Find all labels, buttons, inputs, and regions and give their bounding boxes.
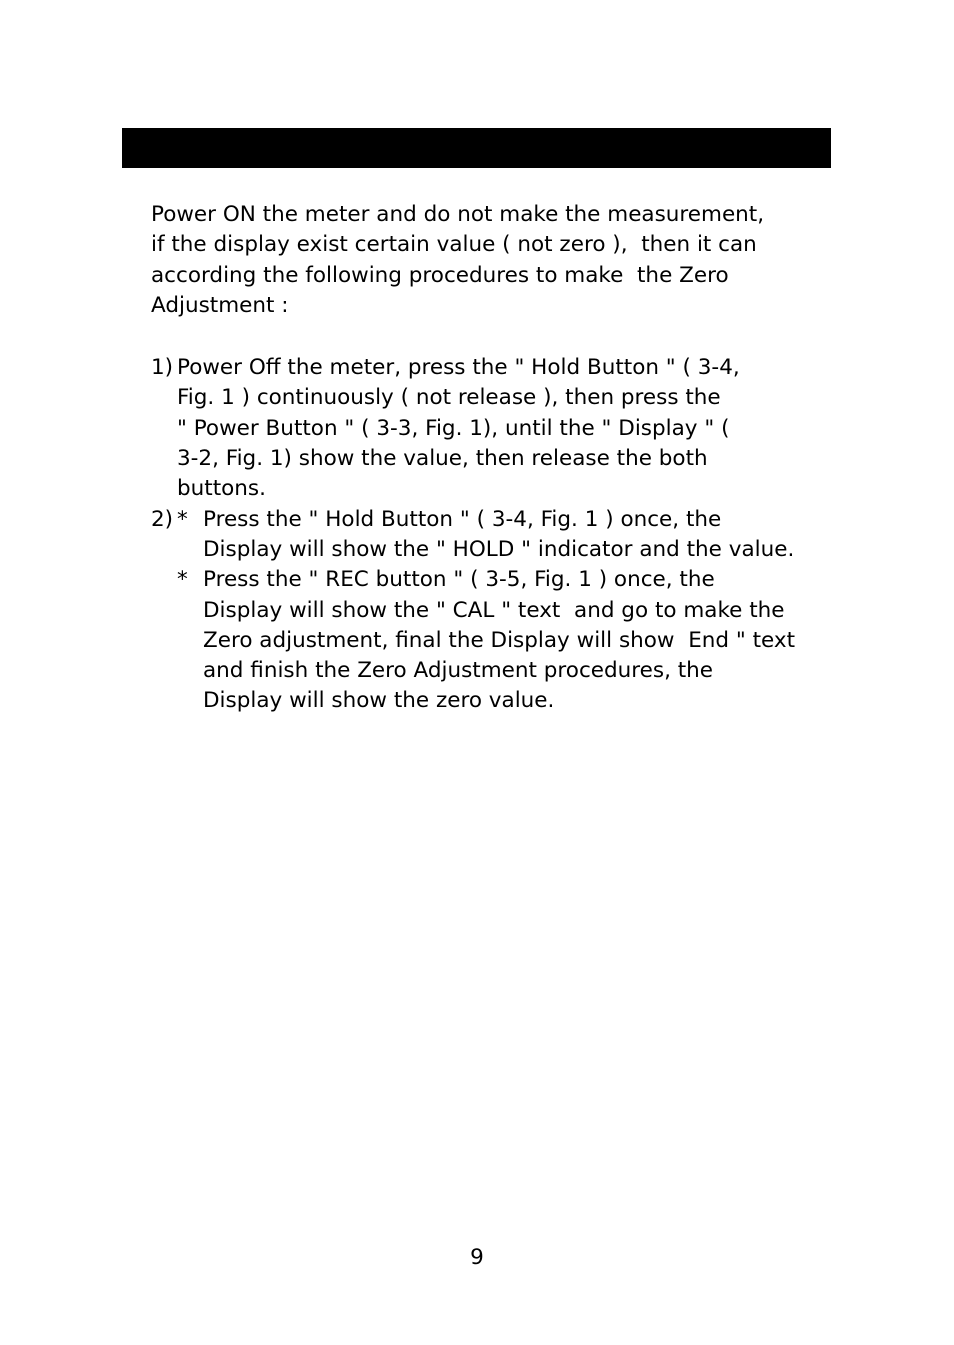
step-1 [151, 353, 831, 504]
paragraph-spacer [151, 321, 831, 353]
step-2-bullet-1 [177, 505, 831, 566]
intro-line: if the display exist certain value ( not zero ), then it can [151, 232, 757, 258]
page-content [151, 200, 831, 717]
intro-paragraph [151, 200, 831, 321]
step-line: buttons. [177, 476, 266, 502]
bullet-line: Display will show the zero value. [203, 688, 555, 714]
page-number: 9 [470, 1245, 484, 1270]
intro-line: according the following procedures to make the Zero [151, 262, 729, 288]
bullet-line: Display will show the " HOLD " indicator and the value. [203, 536, 795, 562]
bullet-line: and finish the Zero Adjustment procedures, the [203, 658, 714, 684]
step-line: 3-2, Fig. 1) show the value, then release the both [177, 446, 708, 472]
step-line: " Power Button " ( 3-3, Fig. 1), until the " Display " ( [177, 415, 730, 441]
step-number: 1) [151, 355, 174, 381]
bullet-line: Zero adjustment, final the Display will show End " text [203, 627, 796, 653]
intro-line: Adjustment : [151, 292, 289, 318]
bullet-line: Press the " REC button " ( 3-5, Fig. 1 ) once, the [203, 567, 715, 593]
bullet-marker: * [177, 506, 188, 532]
intro-line: Power ON the meter and do not make the measurement, [151, 202, 765, 227]
step-2-bullet-2 [177, 565, 831, 716]
step-line: Power Off the meter, press the " Hold Button " ( 3-4, [177, 355, 740, 381]
step-line: Fig. 1 ) continuously ( not release ), then press the [177, 385, 721, 411]
step-number: 2) [151, 506, 174, 532]
bullet-line: Display will show the " CAL " text and go to make the [203, 597, 785, 623]
step-2 [151, 505, 831, 717]
bullet-marker: * [177, 567, 188, 593]
section-header-bar [122, 128, 831, 168]
bullet-line: Press the " Hold Button " ( 3-4, Fig. 1 ) once, the [203, 506, 722, 532]
